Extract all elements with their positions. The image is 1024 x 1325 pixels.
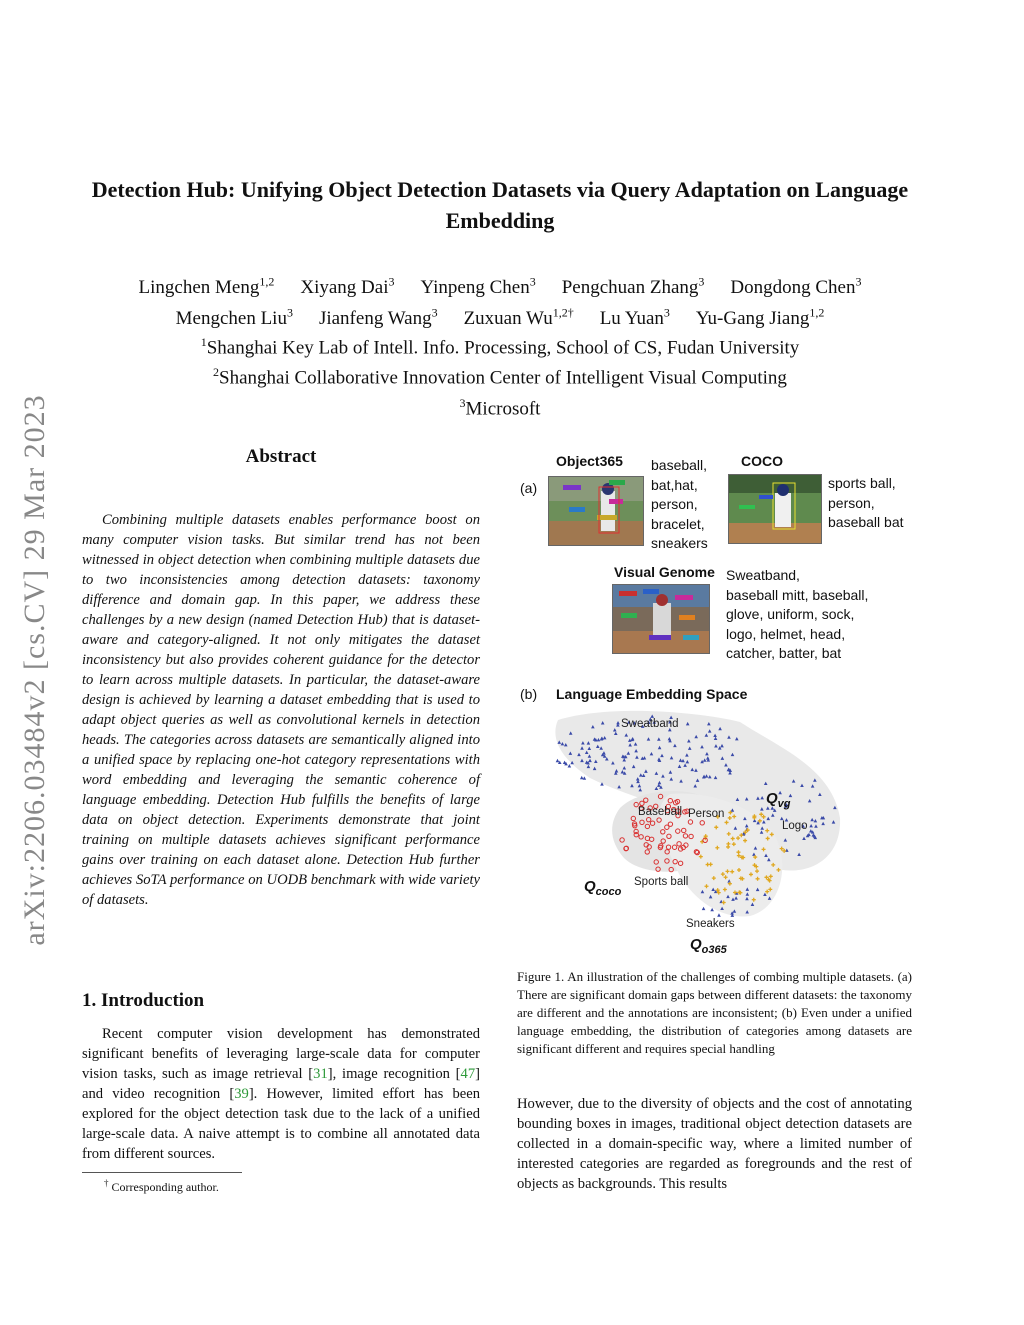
author-name [599,305,670,329]
coco-photo [728,474,822,544]
author-name [562,277,705,298]
panel-a-label: (a) [520,480,538,496]
q-subscript: coco [595,886,622,898]
intro-text: ], image recognition [ [327,1066,461,1082]
annotation-label: sneakers [651,535,708,551]
citation-link[interactable]: 31 [313,1066,328,1082]
author-name [463,305,574,329]
author-name [730,277,861,298]
q-vg-label [766,790,791,810]
footnote-rule [82,1172,242,1173]
label-baseball: Baseball [638,806,683,818]
vg-category-point [580,776,584,779]
coco-labels [828,474,904,533]
arxiv-identifier: arXiv:2206.03484v2 [cs.CV] 29 Mar 2023 [18,394,51,946]
affiliation-line [80,391,920,421]
annotation-label: logo, helmet, head, [726,625,846,642]
author-affiliation-mark: 3 [431,305,438,320]
author-name [420,277,535,298]
vg-category-point [583,776,587,779]
intro-text: ] and video recognition [ [82,1066,481,1102]
figure-1 [500,440,940,970]
author-name-text: Lingchen Meng [138,277,260,299]
annotation-label: sports ball, [828,475,896,491]
object365-photo [548,476,644,546]
footnote-text: Corresponding author. [111,1180,219,1194]
coco-title: COCO [741,453,783,469]
author-affiliation-mark: 1,2 [259,275,275,289]
label-sneakers: Sneakers [686,918,735,930]
label-person: Person [688,808,725,820]
vg-category-point [717,913,721,916]
author-affiliation-mark: 3 [698,275,705,289]
author-name-text: Lu Yuan [599,307,664,329]
annotation-label: bat,hat, [651,476,698,493]
label-sports-ball: Sports ball [634,876,689,888]
annotation-label: catcher, batter, bat [726,645,842,661]
baseball-photo-image [613,585,709,653]
citation-link[interactable]: 47 [460,1066,476,1082]
visual-genome-photo [612,584,710,654]
author-name-text: Jianfeng Wang [318,307,432,329]
vg-category-point [556,759,560,762]
author-affiliation-mark: 1,2 [809,305,825,320]
embedding-space-title: Language Embedding Space [556,686,748,702]
q-o365-label [690,936,727,956]
q-subscript: vg [777,798,791,810]
affiliation-mark: 1 [200,335,207,349]
body-paragraph: However, due to the diversity of objects and the cost of annotating bounding boxes in images, traditional object detection datasets are collected in a domain-specific way, where a limited number of interested categories are regarded as foregrounds and the rest of objects as backgrounds. This results [517,1096,912,1192]
author-affiliation-mark: 1,2† [552,305,574,320]
author-name [139,277,275,298]
author-name-text: Dongdong Chen [730,277,856,299]
annotation-label: person, [828,494,875,511]
author-name-text: Mengchen Liu [175,307,287,329]
annotation-label: Sweatband, [726,567,800,583]
affiliation-text: Microsoft [465,397,541,419]
label-logo: Logo [782,820,808,832]
abstract-heading: Abstract [245,446,317,467]
paper-title: Detection Hub: Unifying Object Detection Datasets via Query Adaptation on Language Embedding [91,177,909,233]
object365-title: Object365 [556,453,623,469]
affiliation-text: Shanghai Collaborative Innovation Center of Intelligent Visual Computing [219,367,787,389]
intro-text: Recent computer vision development has demonstrated significant benefits of leveraging large-scale data for computer vision tasks, such as image retrieval [ [82,1026,480,1082]
author-name [695,305,825,329]
affiliation-line [80,330,920,360]
intro-paragraph [82,1024,480,1164]
author-name-text: Zuxuan Wu [463,307,553,329]
annotation-label: person, [651,496,698,512]
vg-category-point [568,764,572,767]
author-affiliation-mark: 3 [286,305,293,320]
annotation-label: baseball mitt, baseball, [726,586,869,603]
object365-labels [651,456,708,554]
affiliation-mark: 3 [459,395,466,410]
figure-caption: Figure 1. An illustration of the challenges of combing multiple datasets. (a) There are significant domain gaps between different datasets: the taxonomy are different and the annotations are inconsistent; (b) Even under a unified language embedding, the distribution of categories among datasets are significant different and requires special handling [517,969,912,1056]
affiliation-text: Shanghai Key Lab of Intell. Info. Processing, School of CS, Fudan University [206,337,800,359]
affiliations [80,330,920,421]
intro-text: ]. However, limited effort has been explored for the object detection task due to the lack of a unified large-scale data. A naive attempt is to combine all annotated data from different sources. [82,1086,481,1162]
intro-heading: 1. Introduction [82,990,205,1011]
abstract-text: Combining multiple datasets enables performance boost on many computer vision tasks. But similar trend has not been witnessed in object detection when combining multiple datasets due to two inconsistencies among detection datasets: taxonomy difference and domain gap. In this paper, we address these challenges by a new design (named Detection Hub) that is dataset-aware and category-aligned. It not only mitigates the dataset inconsistency but also provides coherent guidance for the detector to learn across multiple datasets. In particular, the dataset-aware design is achieved by learning a dataset embedding that is used to adapt object queries as well as convolutional kernels in detection heads. The categories across datasets are semantically aligned into a unified space by replacing one-hot category representations with word embedding and leveraging the semantic coherence of language embedding. Detection Hub fulfills the benefits of large data on object detection. Experiments demonstrate that joint training on multiple datasets achieves significant performance gains over training on each dataset alone. Detection Hub further achieves SoTA performance on UODB benchmark with wide variety of datasets. [82,512,480,908]
citation-link[interactable]: 39 [234,1086,249,1102]
visual-genome-labels [726,566,868,664]
annotation-label: baseball bat [828,514,904,530]
baseball-photo-image [729,475,821,543]
footnote [104,1178,219,1195]
author-affiliation-mark: 3 [663,305,670,320]
q-symbol: Q [690,936,702,953]
q-symbol: Q [584,878,596,895]
affiliation-mark: 2 [213,365,220,380]
visual-genome-title: Visual Genome [614,564,715,580]
author-name-text: Xiyang Dai [300,277,389,299]
vg-category-point [702,907,706,910]
author-name-text: Pengchuan Zhang [561,277,699,299]
author-affiliation-mark: 3 [388,275,395,289]
q-symbol: Q [766,790,778,807]
q-subscript: o365 [701,944,727,956]
author-affiliation-mark: 3 [855,275,862,289]
annotation-label: glove, uniform, sock, [726,606,855,622]
annotation-label: baseball, [651,457,708,473]
label-sweatband: Sweatband [621,718,679,730]
author-name [318,305,438,329]
author-name-text: Yu-Gang Jiang [695,307,810,329]
authors-line-1 [80,270,920,300]
panel-b-label: (b) [520,686,538,702]
baseball-photo-image [549,477,643,545]
author-name-text: Yinpeng Chen [420,277,530,299]
author-list [80,270,920,331]
author-name [300,277,394,298]
annotation-label: bracelet, [651,515,705,532]
q-coco-label [584,878,621,898]
author-affiliation-mark: 3 [529,275,536,289]
authors-line-2 [80,300,920,330]
affiliation-line [80,360,920,390]
author-name [175,305,293,329]
footnote-mark: † [104,1178,109,1188]
